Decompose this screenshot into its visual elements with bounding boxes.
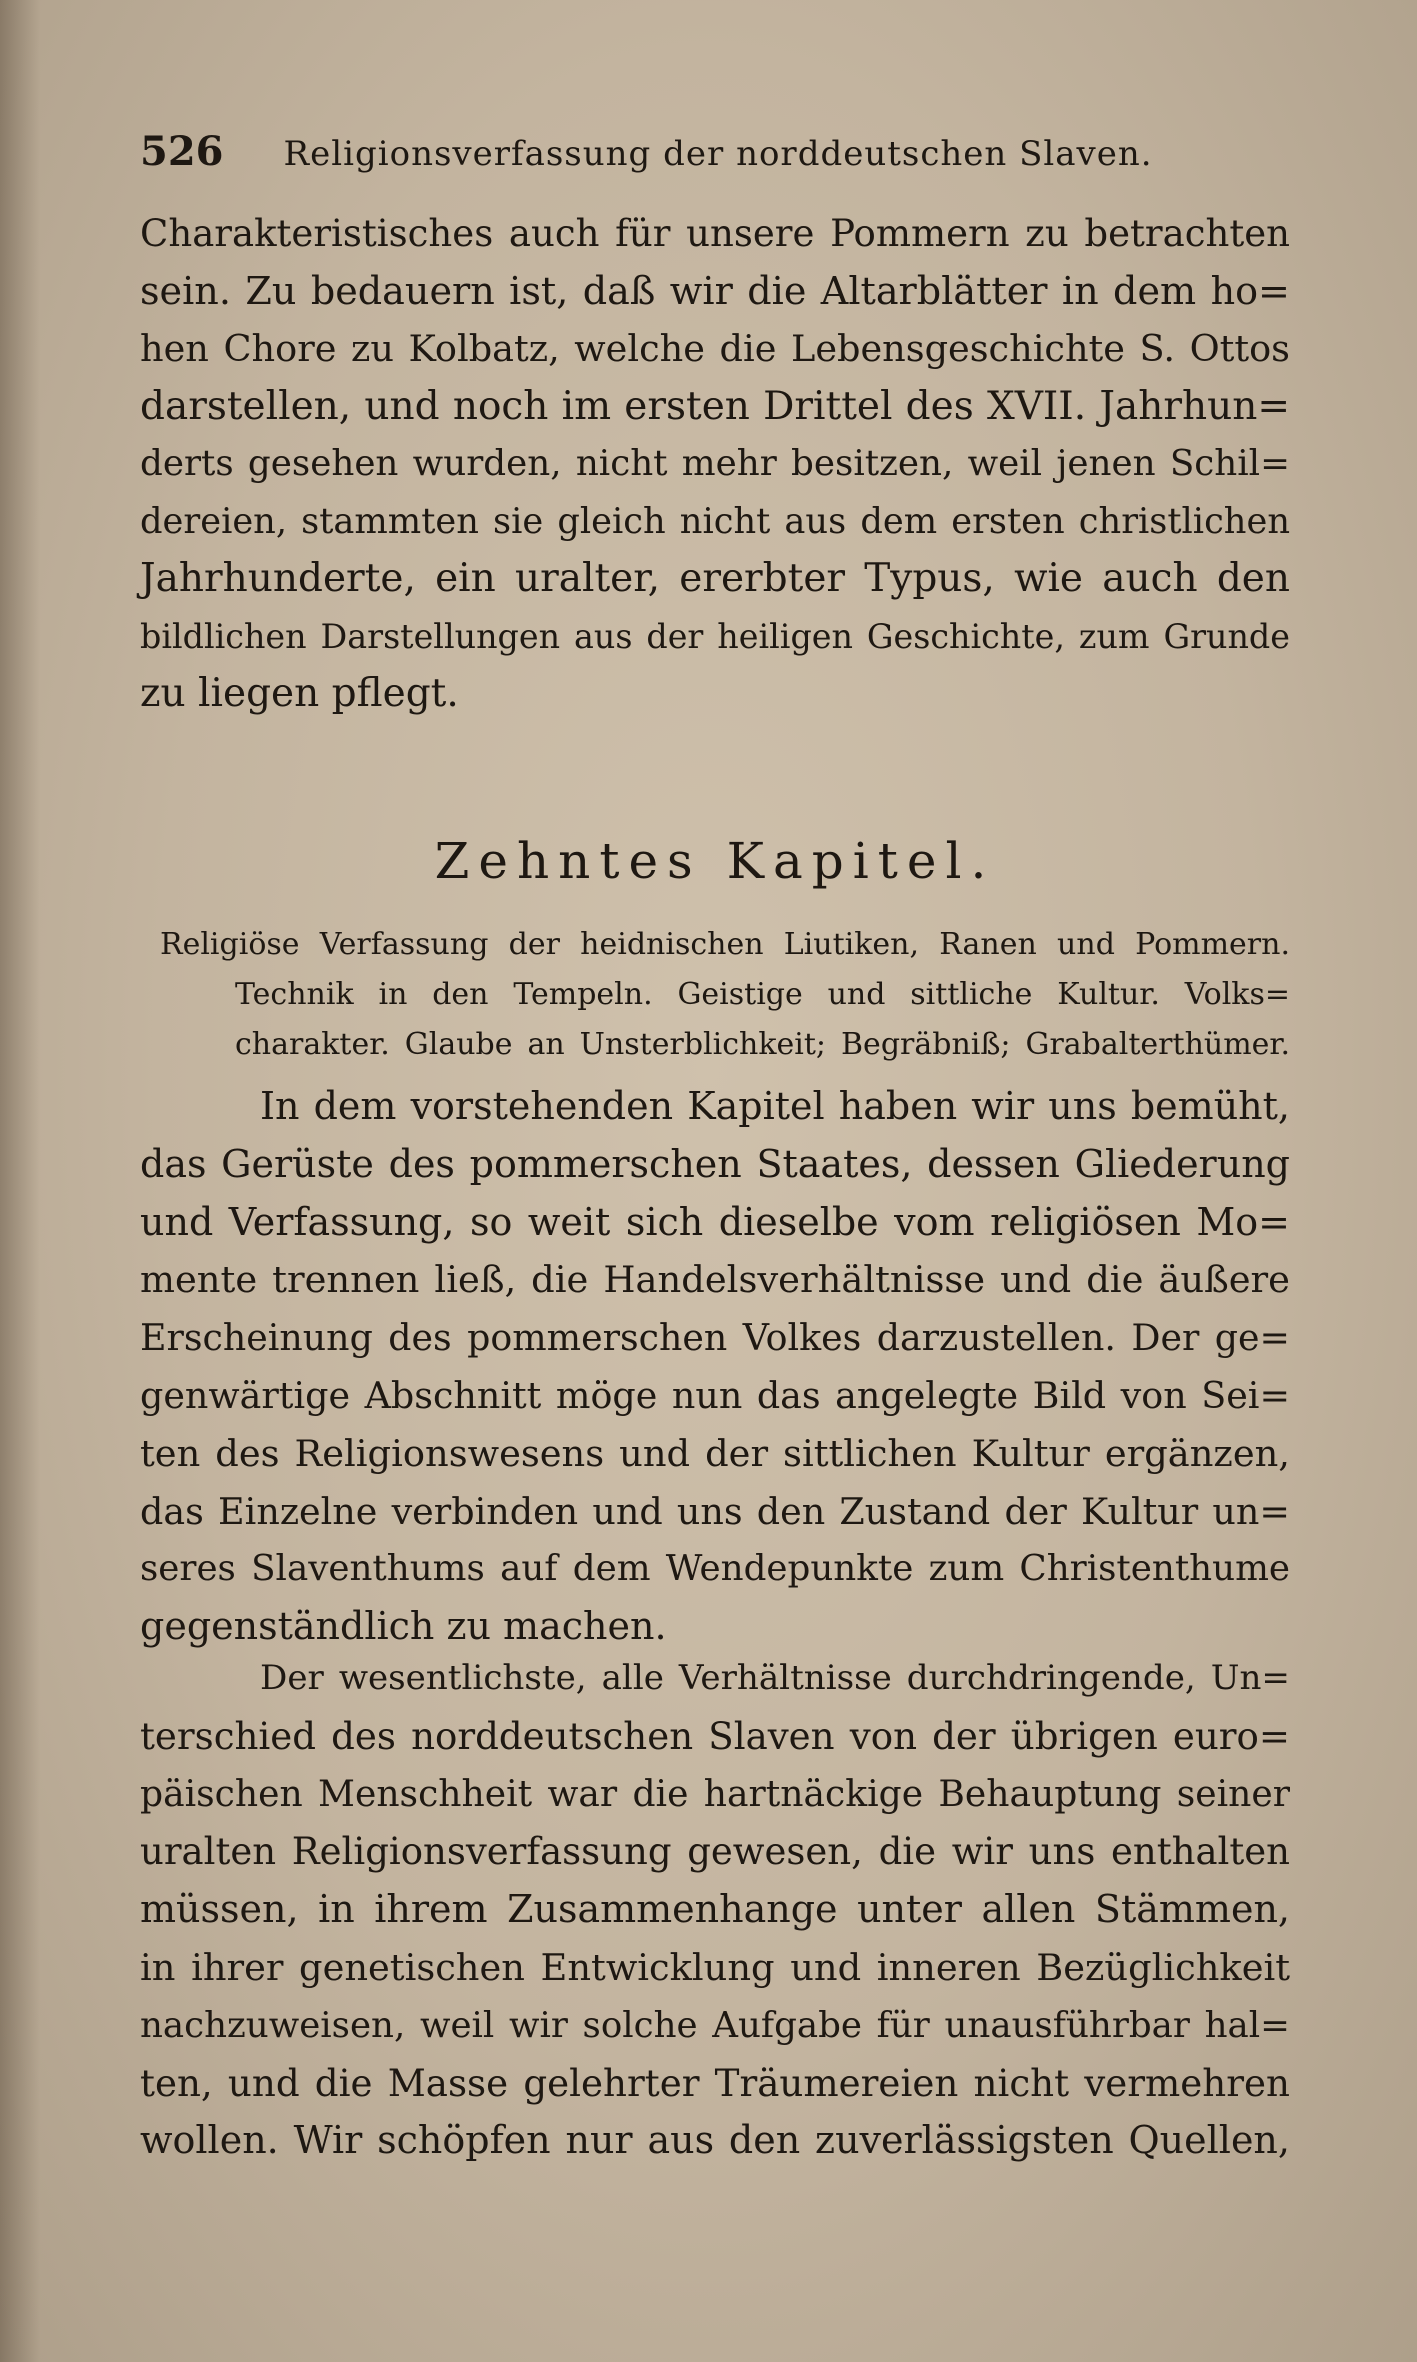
text-line: hen Chore zu Kolbatz, welche die Lebensgeschichte S. Ottos	[140, 327, 1290, 370]
paragraph-3	[140, 1650, 1290, 2170]
text-line: sein. Zu bedauern ist, daß wir die Altarblätter in dem ho=	[140, 268, 1290, 313]
text-line: Jahrhunderte, ein uralter, ererbter Typus, wie auch den	[140, 556, 1290, 601]
text-line: in ihrer genetischen Entwicklung und inneren Bezüglichkeit	[140, 1945, 1290, 1989]
text-line: genwärtige Abschnitt möge nun das angelegte Bild von Sei=	[140, 1373, 1290, 1417]
text-line: zu liegen pflegt.	[140, 671, 459, 716]
text-line: ten des Religionswesens und der sittlichen Kultur ergänzen,	[140, 1431, 1290, 1475]
page-number: 526	[140, 128, 224, 175]
summary-line: charakter. Glaube an Unsterblichkeit; Begräbniß; Grabalterthümer.	[235, 1027, 1290, 1062]
text-line: nachzuweisen, weil wir solche Aufgabe für unausführbar hal=	[140, 2004, 1290, 2046]
text-line: bildlichen Darstellungen aus der heiligen Geschichte, zum Grunde	[140, 616, 1290, 656]
text-line: Der wesentlichste, alle Verhältnisse durchdringende, Un=	[260, 1658, 1290, 1698]
page-gutter-shadow	[0, 0, 40, 2362]
text-line: das Gerüste des pommerschen Staates, dessen Gliederung	[140, 1141, 1290, 1186]
text-line: seres Slaventhums auf dem Wendepunkte zum Christenthume	[140, 1548, 1290, 1590]
summary-line: Technik in den Tempeln. Geistige und sittliche Kultur. Volks=	[235, 977, 1290, 1012]
paragraph-2	[140, 1078, 1290, 1656]
text-line: terschied des norddeutschen Slaven von der übrigen euro=	[140, 1714, 1290, 1758]
paragraph-1	[140, 205, 1290, 723]
text-line: In dem vorstehenden Kapitel haben wir uns bemüht,	[260, 1084, 1290, 1128]
text-line: Erscheinung des pommerschen Volkes darzustellen. Der ge=	[140, 1316, 1290, 1360]
text-line: und Verfassung, so weit sich dieselbe vom religiösen Mo=	[140, 1199, 1290, 1244]
chapter-title: Zehntes Kapitel.	[434, 832, 996, 890]
text-line: darstellen, und noch im ersten Drittel des XVII. Jahrhun=	[140, 383, 1290, 429]
chapter-summary	[160, 920, 1290, 1070]
running-title: Religionsverfassung der norddeutschen Slaven.	[283, 134, 1153, 174]
summary-line: Religiöse Verfassung der heidnischen Liutiken, Ranen und Pommern.	[160, 927, 1290, 962]
text-line: mente trennen ließ, die Handelsverhältnisse und die äußere	[140, 1258, 1290, 1302]
text-line: gegenständlich zu machen.	[140, 1604, 667, 1649]
text-line: das Einzelne verbinden und uns den Zustand der Kultur un=	[140, 1489, 1290, 1533]
text-line: wollen. Wir schöpfen nur aus den zuverlässigsten Quellen,	[140, 2118, 1290, 2163]
page-header	[140, 128, 1290, 188]
text-line: ten, und die Masse gelehrter Träumereien nicht vermehren	[140, 2060, 1290, 2105]
text-line: derts gesehen wurden, nicht mehr besitzen, weil jenen Schil=	[140, 443, 1290, 484]
text-line: dereien, stammten sie gleich nicht aus dem ersten christlichen	[140, 500, 1290, 542]
text-line: uralten Religionsverfassung gewesen, die wir uns enthalten	[140, 1830, 1290, 1874]
text-line: Charakteristisches auch für unsere Pommern zu betrachten	[140, 212, 1290, 255]
text-line: päischen Menschheit war die hartnäckige Behauptung seiner	[140, 1772, 1290, 1815]
text-line: müssen, in ihrem Zusammenhange unter allen Stämmen,	[140, 1887, 1290, 1932]
